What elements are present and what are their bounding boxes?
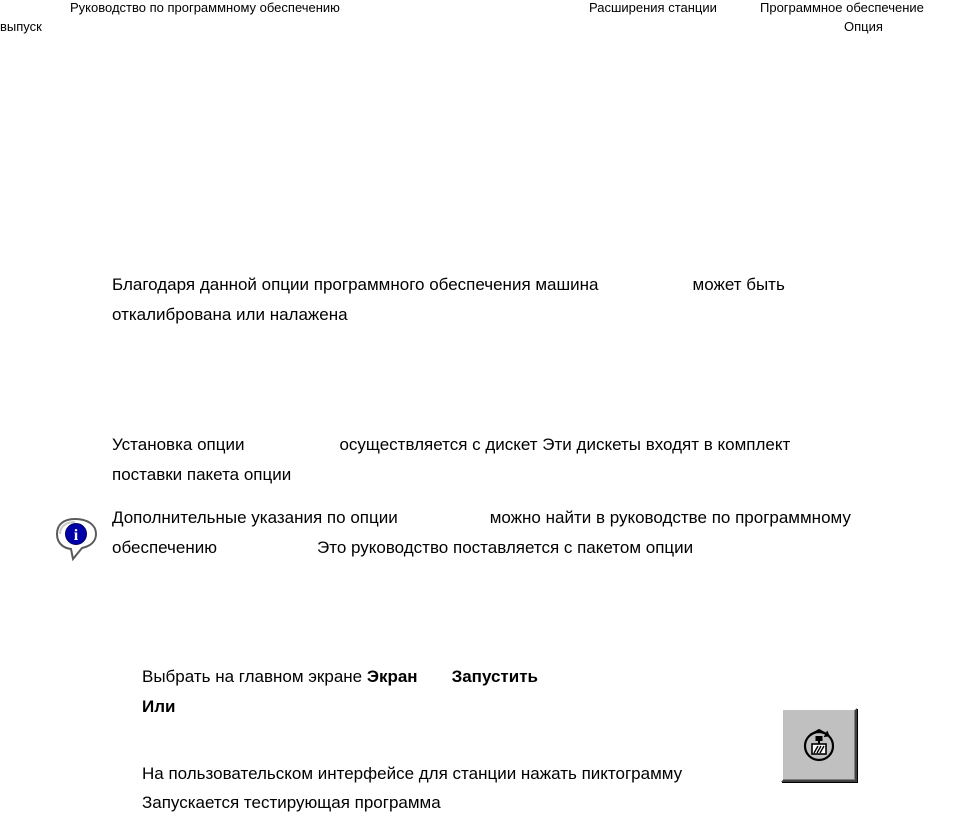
menu-start-label: Запустить: [451, 667, 538, 686]
station-test-icon: [801, 727, 837, 763]
or-label-text: Или: [142, 697, 176, 716]
or-label: [142, 692, 175, 722]
step-select-screen: [142, 662, 538, 692]
intro-line-1-end: может быть: [692, 275, 785, 294]
header-option-label: Опция: [844, 19, 883, 34]
step-1-text: Выбрать на главном экране: [142, 667, 363, 686]
header-manual-title: Руководство по программному обеспечению: [70, 0, 340, 15]
info-note-text: [112, 503, 851, 563]
svg-text:i: i: [73, 527, 79, 544]
note-line-1-start: Дополнительные указания по опции: [112, 508, 398, 527]
install-line-2: поставки пакета опции: [112, 465, 292, 484]
step-test-starts: Запускается тестирующая программа: [142, 793, 441, 812]
install-line-1-start: Установка опции: [112, 435, 245, 454]
header-section-title: Расширения станции: [589, 0, 717, 15]
intro-line-2: откалибрована или налажена: [112, 305, 348, 324]
info-icon: [53, 515, 101, 561]
intro-line-1-start: Благодаря данной опции программного обеспечения машина: [112, 275, 599, 294]
note-line-1-end: можно найти в руководстве по программному: [489, 508, 851, 527]
note-line-2-start: обеспечению: [112, 538, 217, 557]
station-test-button[interactable]: [781, 708, 857, 782]
step-press-icon: На пользовательском интерфейсе для станции нажать пиктограмму: [142, 764, 683, 783]
header-software-title: Программное обеспечение: [760, 0, 924, 15]
install-line-1-end: осуществляется с дискет Эти дискеты входят в комплект: [339, 435, 791, 454]
paragraph-installation: [112, 430, 790, 490]
note-line-2-end: Это руководство поставляется с пакетом опции: [317, 538, 694, 557]
menu-screen-label: Экран: [366, 667, 418, 686]
header-issue-label: выпуск: [0, 19, 42, 34]
paragraph-intro: [112, 270, 785, 330]
